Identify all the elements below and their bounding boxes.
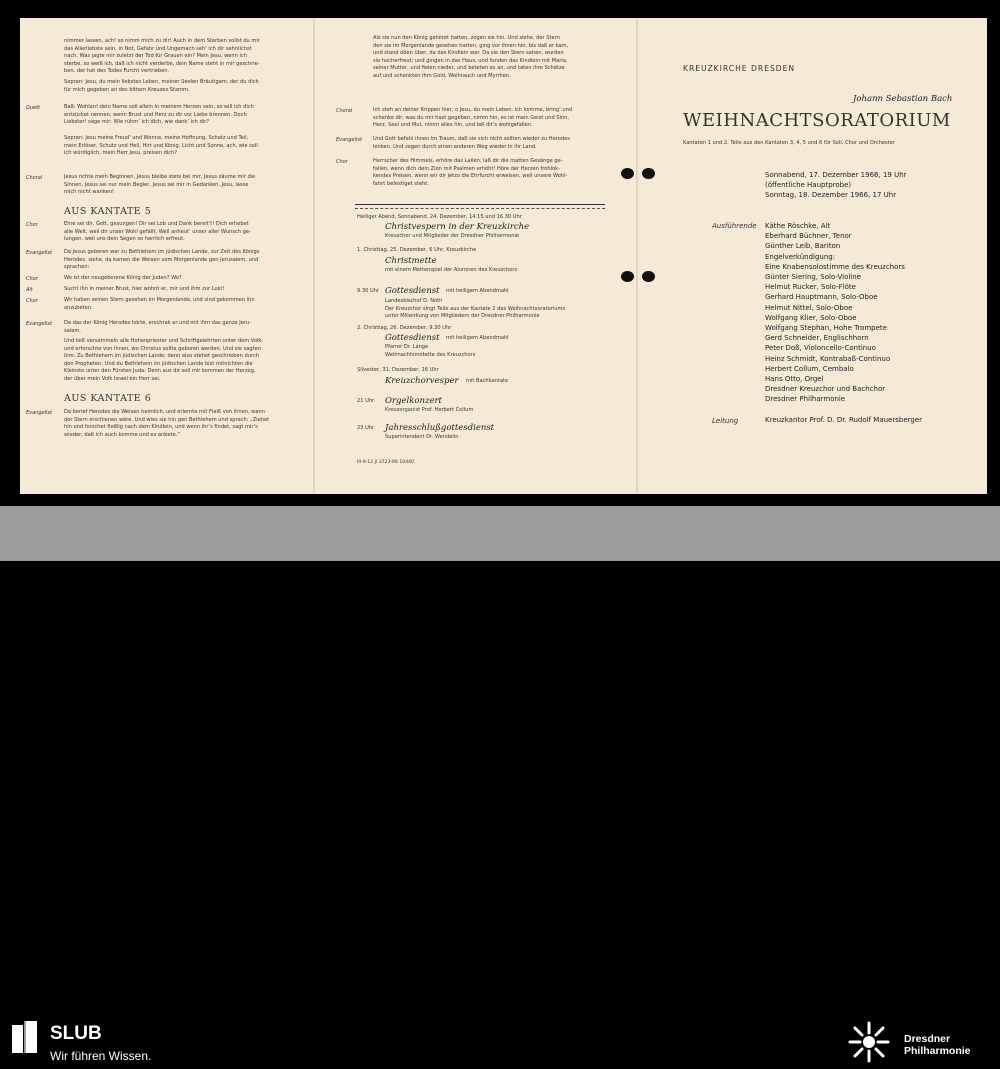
text-line: Ehre sei dir, Gott, gesungen! Dir sei Lob und Dank bereit’t! Dich erhebet [64,221,249,227]
slub-logo-icon [10,1019,40,1057]
text-line: ben, der hat des Todes Furcht vertrieben. [64,68,170,75]
text-block [385,344,475,359]
partner-line: Dresdner [904,1033,951,1045]
section-label: Choral [26,175,43,181]
performer: Günther Leib, Bariton [765,242,841,251]
section-heading: AUS KANTATE 5 [64,206,152,217]
event-detail: Kreuzchor und Mitglieder der Dresdner Philharmonie [385,233,520,239]
text-line: Da berief Herodes die Weisen heimlich, und erlernte mit Fleiß von ihnen, wann [64,409,265,415]
text-line: Herz, Seel und Mut, nimm alles hin, und laß dir’s wohlgefallen. [373,122,533,129]
performers-list [765,221,905,405]
text-line: hin und forschet fleißig nach dem Kindlein, und wenn ihr’s findet, sagt mir’s [64,424,258,431]
text-line: lungen, weil uns dein Segen so herrlich erfreut. [64,236,185,243]
performer: Hans Otto, Orgel [765,375,824,384]
text-block [64,297,255,312]
text-line: Ich steh an deiner Krippen hier, o Jesu, du mein Leben, ich komme, bring’ und [373,107,573,113]
performer: Heinz Schmidt, Kontrabaß-Continuo [765,354,891,363]
performer: Dresdner Philharmonie [765,395,846,404]
performer: Käthe Röschke, Alt [765,222,831,230]
text-line: Und Gott befahl ihnen im Traum, daß sie sich nicht sollten wieder zu Herodes [373,136,570,142]
philharmonie-name [904,1033,971,1057]
section-label: Chor [336,159,348,165]
text-block [373,158,567,188]
event-time: 9.30 Uhr [357,288,380,294]
performer: Helmut Nittel, Solo-Oboe [765,303,853,312]
text-line: nimmer lassen, ach! so nimm mich zu dir! Auch in dem Sterben sollst du mir [64,38,260,44]
text-line: salem. [64,327,81,334]
text-line: kendes Preisen, wenn wir dir jetzo die Ehrfurcht erweisen, weil unsere Wohl- [373,173,568,180]
concert-dates [765,170,907,201]
section-label: Evangelist [26,321,52,327]
text-line: Sinnen, Jesus sei nur mein Begier, Jesus sei mir in Gedanken, Jesu, lasse [64,181,249,188]
text-line: sie hocherfreut; und gingen in das Haus, und funden das Kindlein mit Maria, [373,57,568,64]
performer: Wolfgang Stephan, Hohe Trompete [765,324,887,333]
event-title: Gottesdienst [385,333,440,343]
performer: Engelverkündigung: [765,252,836,261]
performer: Peter Doß, Violoncello-Continuo [765,344,876,353]
event-time: 23 Uhr [357,425,375,431]
text-line: Sucht ihn in meiner Brust, hier wohnt er, mir und ihm zur Lust! [64,286,225,292]
text-line: sprachen: [64,264,90,271]
event-title: Orgelkonzert [385,396,442,406]
conductor-label: Leitung [712,417,739,425]
performer: Herbert Collum, Cembalo [765,364,854,373]
philharmonie-logo-icon [845,1019,893,1065]
event-title: Gottesdienst [385,286,440,296]
performer: Gerhard Hauptmann, Solo-Oboe [765,293,878,302]
text-line: lenken. Und zogen durch einen anderen Weg wieder in ihr Land. [373,143,537,150]
fold-line-right [636,18,638,494]
slub-name: SLUB [50,1023,102,1044]
scanned-program [0,0,1000,506]
text-line: alle Welt, weil dir unser Wohl gefällt, Weil anheut’ unser aller Wunsch ge- [64,228,251,235]
text-line: auf und schenkten ihm Gold, Weihrauch und Myrrhen. [373,72,511,79]
section-label: Chor [26,276,38,282]
slub-tagline: Wir führen Wissen. [50,1049,152,1063]
text-block [64,338,263,384]
performer: Günter Siering, Solo-Violine [765,273,861,282]
event-detail: Der Kreuzchor singt Teile aus der Kantate 2 des Weihnachtsoratoriums [385,305,566,312]
text-block [64,174,255,197]
text-line: Kleinste unter den Fürsten Juda: Denn aus dir soll mir kommen der Herzog, [64,368,256,375]
text-line: anzubeten. [64,304,93,311]
text-line: Und ließ versammeln alle Hohenpriester und Schriftgelehrten unter dem Volk, [64,338,263,344]
performer: Eine Knabensolostimme des Kreuzchors [765,262,905,271]
section-label: Chor [26,222,38,228]
date-line: (öffentliche Hauptprobe) [765,181,852,190]
text-line: Wo ist der neugeborene König der Juden? Wo? [64,275,182,281]
text-line: Herodes, siehe, da kamen die Weisen vom Morgenlande gen Jerusalem, und [64,256,259,263]
fold-line-left [313,18,315,494]
event-date: Silvester, 31. Dezember, 16 Uhr [357,367,439,373]
event-title: Christvespern in der Kreuzkirche [385,222,530,232]
text-line: sterbe, so weiß ich, daß ich nicht verderbe, dein Name steht in mir geschrie- [64,60,260,67]
text-block [373,107,572,130]
performer: Helmut Rucker, Solo-Flöte [765,283,856,292]
section-label: Duett [26,105,41,111]
text-line: wieder, daß ich auch komme und es anbete.“ [64,431,181,438]
performers-label: Ausführende [712,222,757,230]
text-line: Wir haben seinen Stern gesehen im Morgenlande, und sind gekommen ihn [64,297,255,303]
text-line: ihm: Zu Bethlehem im jüdischen Lande; denn also stehet geschrieben durch [64,353,259,360]
event-date: Heiliger Abend, Sonnabend, 24. Dezember, 14.15 und 16.30 Uhr [357,214,522,220]
punch-hole [642,168,655,179]
church-name: KREUZKIRCHE DRESDEN [683,64,796,73]
performer: Dresdner Kreuzchor und Bachchor [765,385,886,394]
performer: Gerd Schneider, Englischhorn [765,334,869,343]
date-line: Sonnabend, 17. Dezember 1966, 19 Uhr [765,171,907,179]
text-line: den Propheten: Und du Bethlehem im jüdischen Lande bist mitnichten die [64,360,253,367]
performer: Wolfgang Klier, Solo-Oboe [765,313,857,322]
text-line: mein Erlöser, Schutz und Heil, Hirt und König, Licht und Sonne, ach, wie soll [64,142,258,149]
event-detail: unter Mitwirkung von Mitgliedern der Dresdner Philharmonie [385,313,540,320]
text-line: Sopran: Jesu, du mein liebstes Leben, meiner Seelen Bräutigam, der du dich [64,79,259,85]
event-detail: Pfarrer Dr. Lange [385,344,429,350]
event-detail: Superintendent Dr. Wendelin [385,434,459,440]
text-block [373,136,570,151]
text-line: und stand oben über, da das Kindlein war. Da sie den Stern sahen, wurden [373,50,564,57]
punch-hole [642,271,655,282]
section-label: Evangelist [336,137,362,143]
text-block [64,104,254,127]
text-block [64,409,269,439]
text-line: entzücket nennen, wenn Brust und Herz zu dir vor Liebe brennen. Doch [64,111,247,118]
event-title: Christmette [385,256,437,266]
section-label: Choral [336,108,353,114]
text-line: fahrt befestiget steht. [373,180,429,187]
program-subtitle: Kantaten 1 und 2. Teile aus den Kantaten 3, 4, 5 und 6 für Soli, Chor und Orchester [683,140,895,146]
text-line: ich würdiglich, mein Herr Jesu, preisen dich? [64,150,178,157]
punch-hole [621,168,634,179]
event-date: 1. Christtag, 25. Dezember, 6 Uhr, Kreuzkirche [357,247,477,253]
event-suffix: mit Bachkantate [466,378,509,384]
performer: Eberhard Büchner, Tenor [765,232,852,241]
event-detail: Weihnachtsmotette des Kreuzchors [385,351,476,358]
text-block [64,249,259,272]
text-block [64,135,258,158]
text-block [373,35,568,81]
section-label: Chor [26,298,38,304]
date-line: Sonntag, 18. Dezember 1966, 17 Uhr [765,191,897,200]
text-line: Jesus richte mein Beginnen, Jesus bleibe stets bei mir, Jesus zäume mir die [64,174,256,180]
text-line: und erforschte von ihnen, wo Christus sollte geboren werden. Und sie sagten [64,345,261,352]
event-suffix: mit heiligem Abendmahl [446,335,509,341]
printer-code: III-9-12 Jl 3723-66 10440 [357,460,414,465]
program-title: WEIHNACHTSORATORIUM [683,110,951,131]
text-line: mich nicht wanken! [64,189,115,196]
conductor: Kreuzkantor Prof. D. Dr. Rudolf Mauersberger [765,416,923,424]
text-line: das Allerliebste sein, in Not, Gefahr und Ungemach seh’ ich dir sehnlichst [64,45,252,52]
text-line: Herrscher des Himmels, erhöre das Lallen, laß dir die matten Gesänge ge- [373,158,563,164]
text-line: Sopran: Jesu meine Freud’ und Wonne, meine Hoffnung, Schatz und Teil, [64,135,249,141]
partner-line: Philharmonie [904,1045,971,1057]
text-line: der über mein Volk Israel ein Herr sei. [64,375,161,382]
text-line: Da das der König Herodes hörte, erschrak er und mit ihm das ganze Jeru- [64,320,252,326]
composer: Johann Sebastian Bach [853,94,953,104]
text-block [64,221,251,244]
text-block [64,79,259,94]
text-line: fallen, wenn dich dein Zion mit Psalmen erhöht! Höre der Herzen frohlok- [373,165,560,172]
text-block [64,320,251,335]
text-line: Als sie nun den König gehöret hatten, zogen sie hin. Und siehe, der Stern [373,35,560,41]
event-title: Kreuzchorvesper [385,376,459,386]
ornamental-divider [355,204,605,209]
text-line: der Stern erschienen wäre. Und wies sie hin gen Bethlehem und sprach: „Ziehet [64,416,270,423]
event-date: 2. Christtag, 26. Dezember, 9.30 Uhr [357,325,452,331]
event-detail: Landesbischof D. Noth [385,298,443,304]
event-suffix: mit heiligem Abendmahl [446,288,509,294]
event-detail: Kreuzorganist Prof. Herbert Collum [385,407,474,413]
section-label: Alt [26,287,33,293]
text-line: Da Jesus geboren war zu Bethlehem im jüdischen Lande, zur Zeit des Königs [64,249,260,255]
text-block [385,298,565,321]
text-line: den sie im Morgenlande gesehen hatten, ging vor ihnen hin, bis daß er kam, [373,42,569,49]
text-line: schenke dir, was du mir hast gegeben, nimm hin, es ist mein Geist und Sinn, [373,114,570,121]
text-line: nach. Was jagte mir zuletzt der Tod für Grauen ein? Mein Jesu, wenn ich [64,53,247,60]
event-time: 21 Uhr [357,398,375,404]
section-label: Evangelist [26,410,52,416]
text-line: seiner Mutter, und fielen nieder, und beteten es an, und taten ihre Schätze [373,65,565,72]
text-line: Liebster! sage mir: Wie rühm’ ich dich, wie dank’ ich dir? [64,119,210,126]
section-heading: AUS KANTATE 6 [64,393,152,404]
section-label: Evangelist [26,250,52,256]
text-line: Baß: Wohlan! dein Name soll allein in meinem Herzen sein, so will ich dich [64,104,254,110]
event-title: Jahresschlußgottesdienst [385,423,495,433]
footer-bar [0,506,1000,1063]
text-block [64,38,260,76]
punch-hole [621,271,634,282]
text-line: für mich gegeben an des bittern Kreuzes Stamm. [64,86,190,93]
event-detail: mit einem Mettenspiel der Alumnen des Kreuzchors [385,267,518,273]
